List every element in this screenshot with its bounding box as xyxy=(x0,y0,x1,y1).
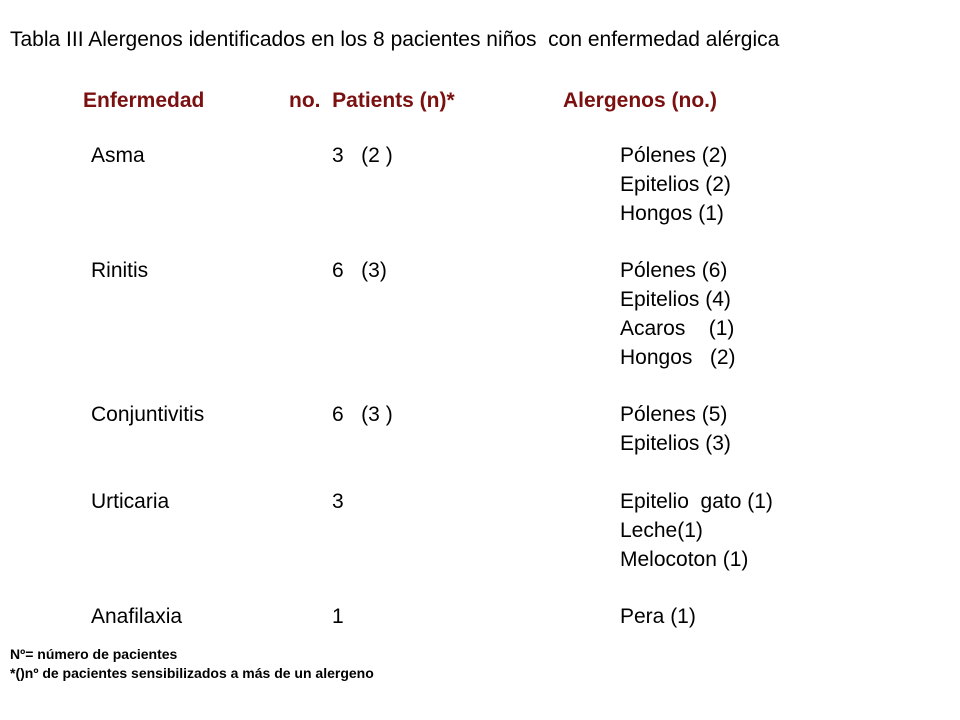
row-allergen: Pólenes (5) xyxy=(620,403,728,426)
header-allergens: Alergenos (no.) xyxy=(563,89,718,112)
row-allergen: Epitelio gato (1) xyxy=(620,490,773,513)
row-allergen: Acaros (1) xyxy=(620,317,735,340)
footnote: Nº= número de pacientes xyxy=(10,646,178,662)
row-disease: Asma xyxy=(91,144,145,167)
row-allergen: Pólenes (2) xyxy=(620,144,728,167)
row-allergen: Pólenes (6) xyxy=(620,259,728,282)
table-title: Tabla III Alergenos identificados en los 8 pacientes niños con enfermedad alérgica xyxy=(10,28,780,51)
row-patients: 6 (3) xyxy=(332,259,387,282)
row-allergen: Leche(1) xyxy=(620,519,703,542)
row-patients: 6 (3 ) xyxy=(332,403,393,426)
row-disease: Urticaria xyxy=(91,490,170,513)
header-disease: Enfermedad xyxy=(83,89,205,112)
header-patients: no. Patients (n)* xyxy=(289,89,455,112)
row-disease: Anafilaxia xyxy=(91,605,183,628)
row-allergen: Epitelios (4) xyxy=(620,288,731,311)
row-allergen: Epitelios (3) xyxy=(620,432,731,455)
row-disease: Rinitis xyxy=(91,259,149,282)
row-allergen: Epitelios (2) xyxy=(620,173,731,196)
row-disease: Conjuntivitis xyxy=(91,403,205,426)
footnote: *()nº de pacientes sensibilizados a más de un alergeno xyxy=(10,665,374,681)
row-patients: 1 xyxy=(332,605,344,628)
row-allergen: Pera (1) xyxy=(620,605,696,628)
row-patients: 3 (2 ) xyxy=(332,144,393,167)
row-allergen: Hongos (1) xyxy=(620,202,724,225)
row-patients: 3 xyxy=(332,490,344,513)
row-allergen: Melocoton (1) xyxy=(620,548,749,571)
row-allergen: Hongos (2) xyxy=(620,346,736,369)
